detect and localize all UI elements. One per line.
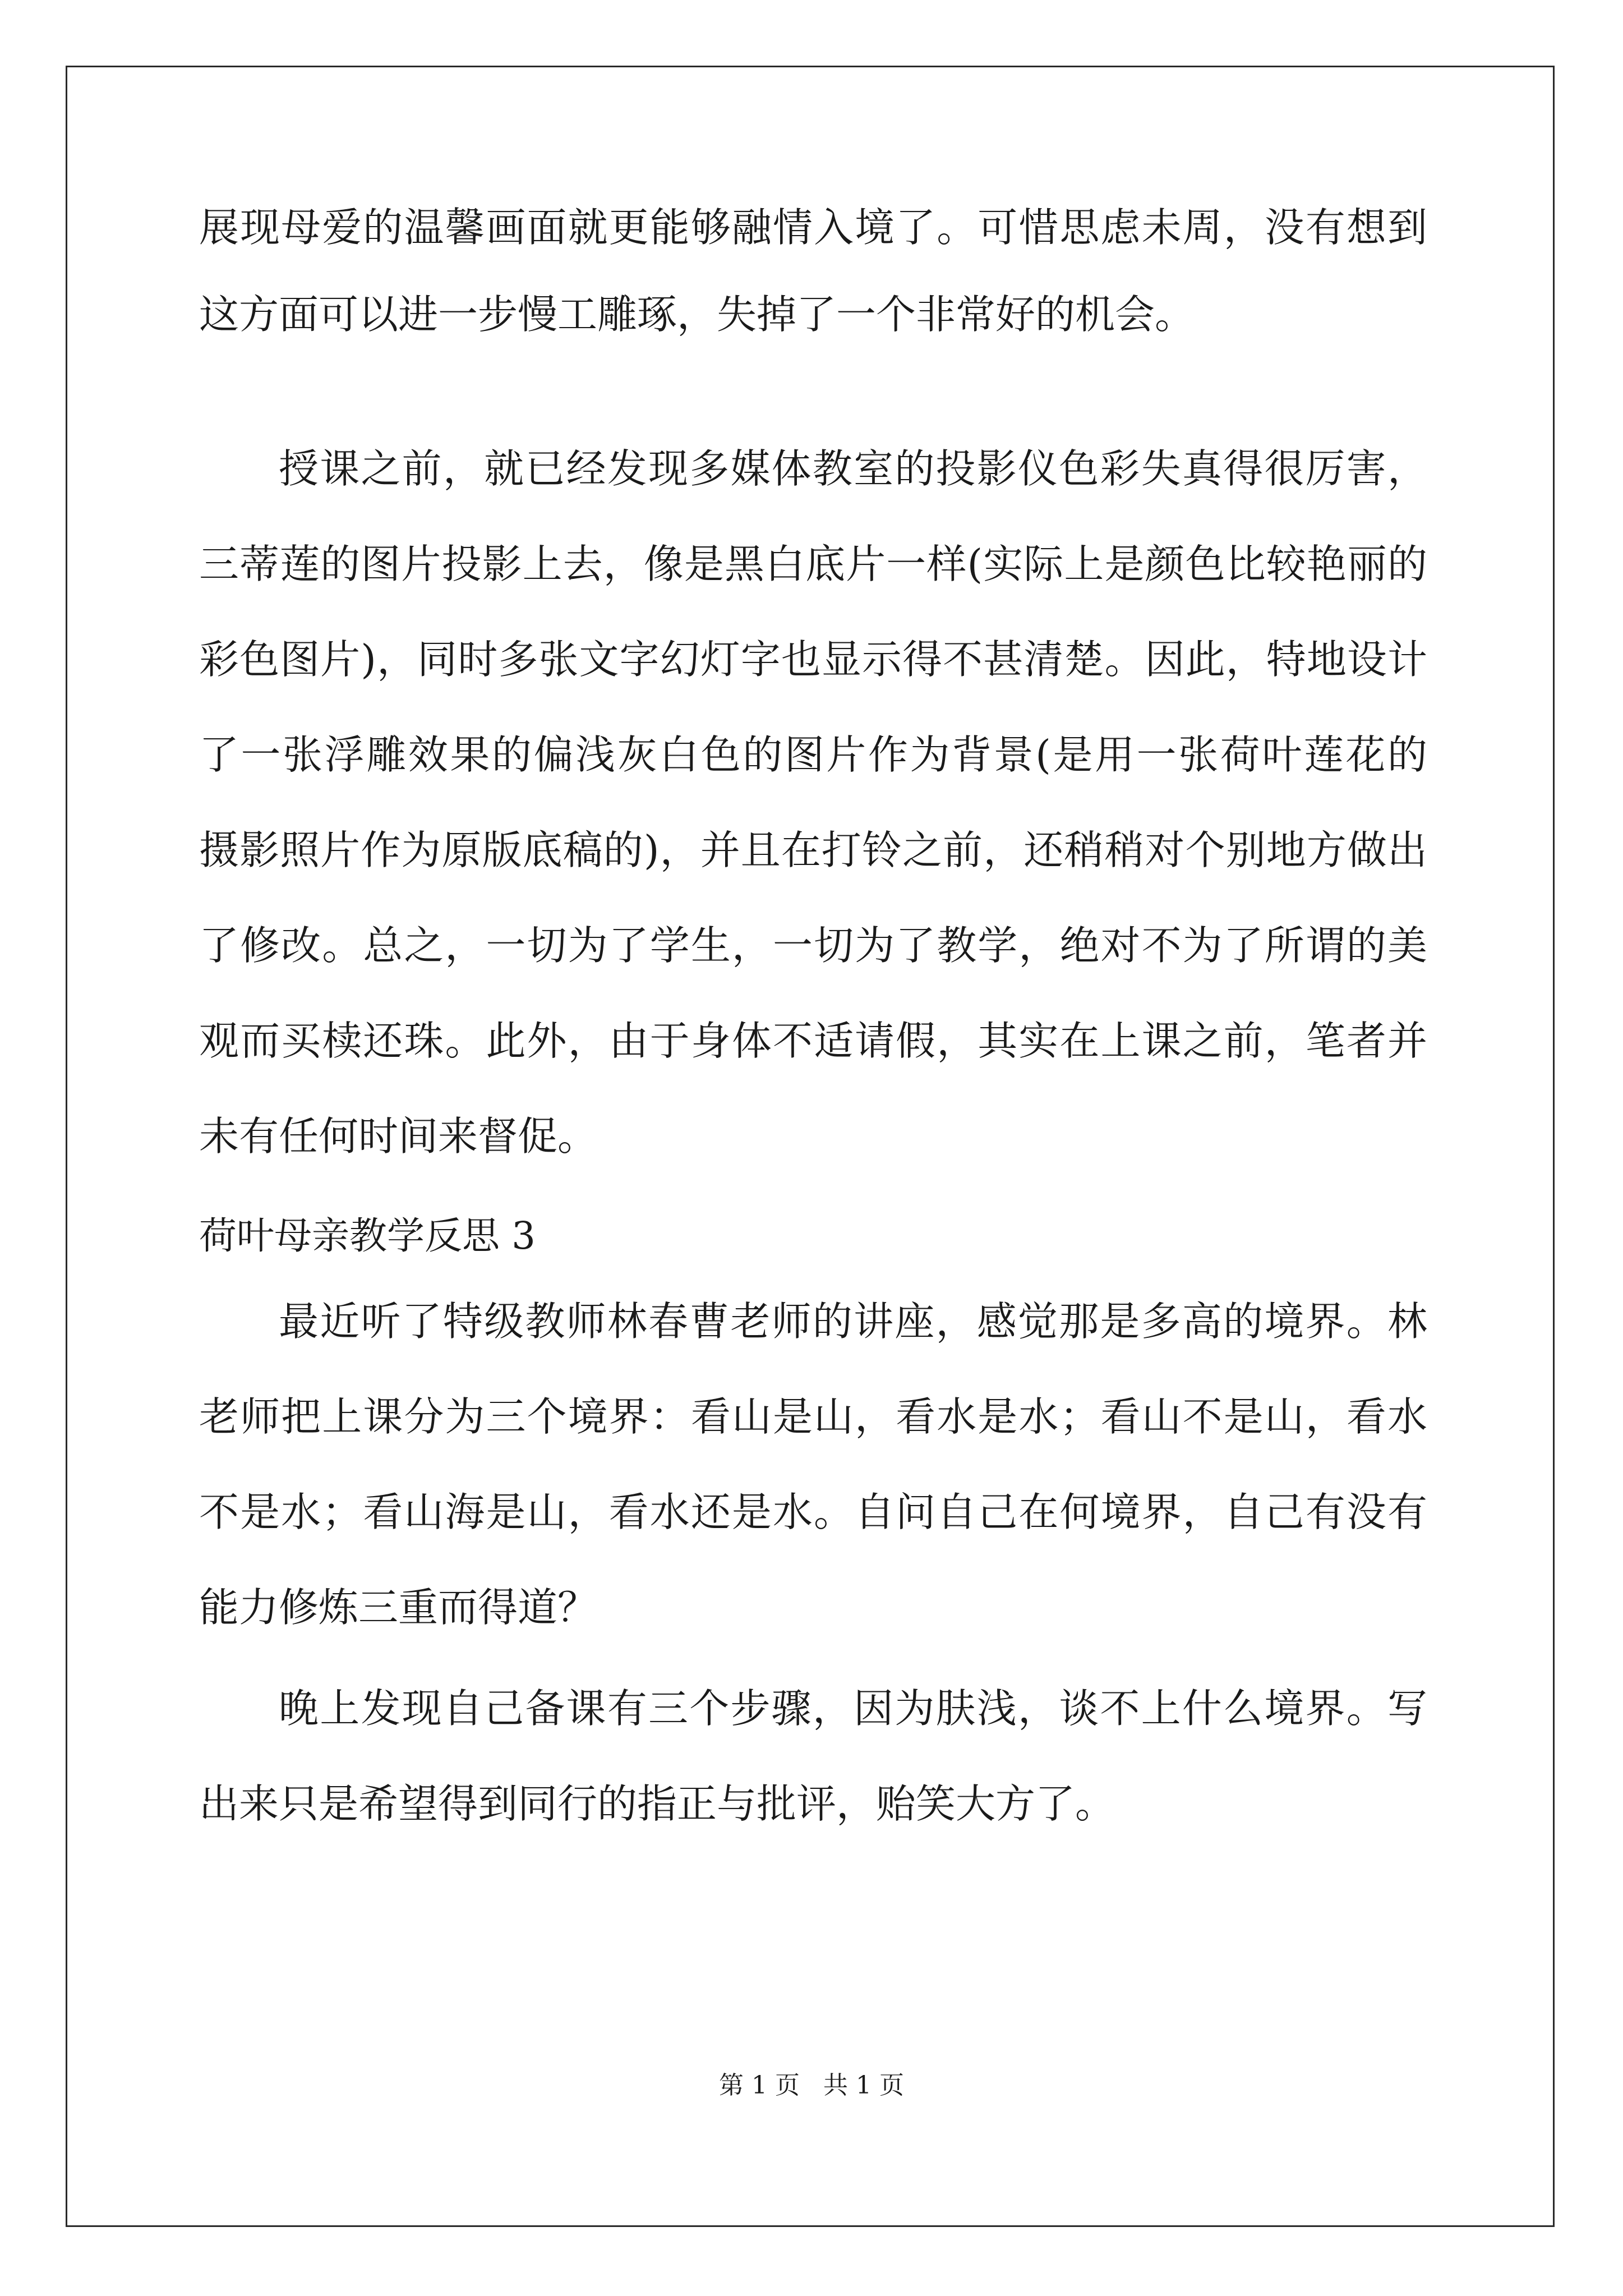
text-line: 出来只是希望得到同行的指正与批评，贻笑大方了。 — [199, 1780, 1115, 1827]
text-line: 摄影照片作为原版底稿的)，并且在打铃之前，还稍稍对个别地方做出 — [199, 827, 1427, 873]
text-line: 了一张浮雕效果的偏浅灰白色的图片作为背景(是用一张荷叶莲花的 — [199, 731, 1427, 778]
text-line: 晚上发现自己备课有三个步骤，因为肤浅，谈不上什么境界。写 — [279, 1685, 1427, 1732]
text-line: 未有任何时间来督促。 — [199, 1113, 598, 1159]
text-line: 彩色图片)，同时多张文字幻灯字也显示得不甚清楚。因此，特地设计 — [199, 636, 1427, 683]
text-line: 观而买椟还珠。此外，由于身体不适请假，其实在上课之前，笔者并 — [199, 1018, 1427, 1064]
text-line: 能力修炼三重而得道？ — [199, 1584, 598, 1631]
text-line: 三蒂莲的图片投影上去，像是黑白底片一样(实际上是颜色比较艳丽的 — [199, 541, 1427, 587]
text-line: 了修改。总之，一切为了学生，一切为了教学，绝对不为了所谓的美 — [199, 922, 1427, 969]
text-line: 不是水；看山海是山，看水还是水。自问自己在何境界，自己有没有 — [199, 1489, 1427, 1535]
section-heading: 荷叶母亲教学反思 3 — [199, 1214, 536, 1258]
text-line: 最近听了特级教师林春曹老师的讲座，感觉那是多高的境界。林 — [279, 1298, 1427, 1345]
text-line: 授课之前，就已经发现多媒体教室的投影仪色彩失真得很厉害， — [279, 445, 1427, 492]
text-line: 展现母爱的温馨画面就更能够融情入境了。可惜思虑未周，没有想到 — [199, 204, 1427, 251]
text-line: 这方面可以进一步慢工雕琢，失掉了一个非常好的机会。 — [199, 291, 1195, 338]
page-footer: 第 1 页 共 1 页 — [719, 2071, 904, 2100]
text-line: 老师把上课分为三个境界：看山是山，看水是水；看山不是山，看水 — [199, 1393, 1427, 1440]
